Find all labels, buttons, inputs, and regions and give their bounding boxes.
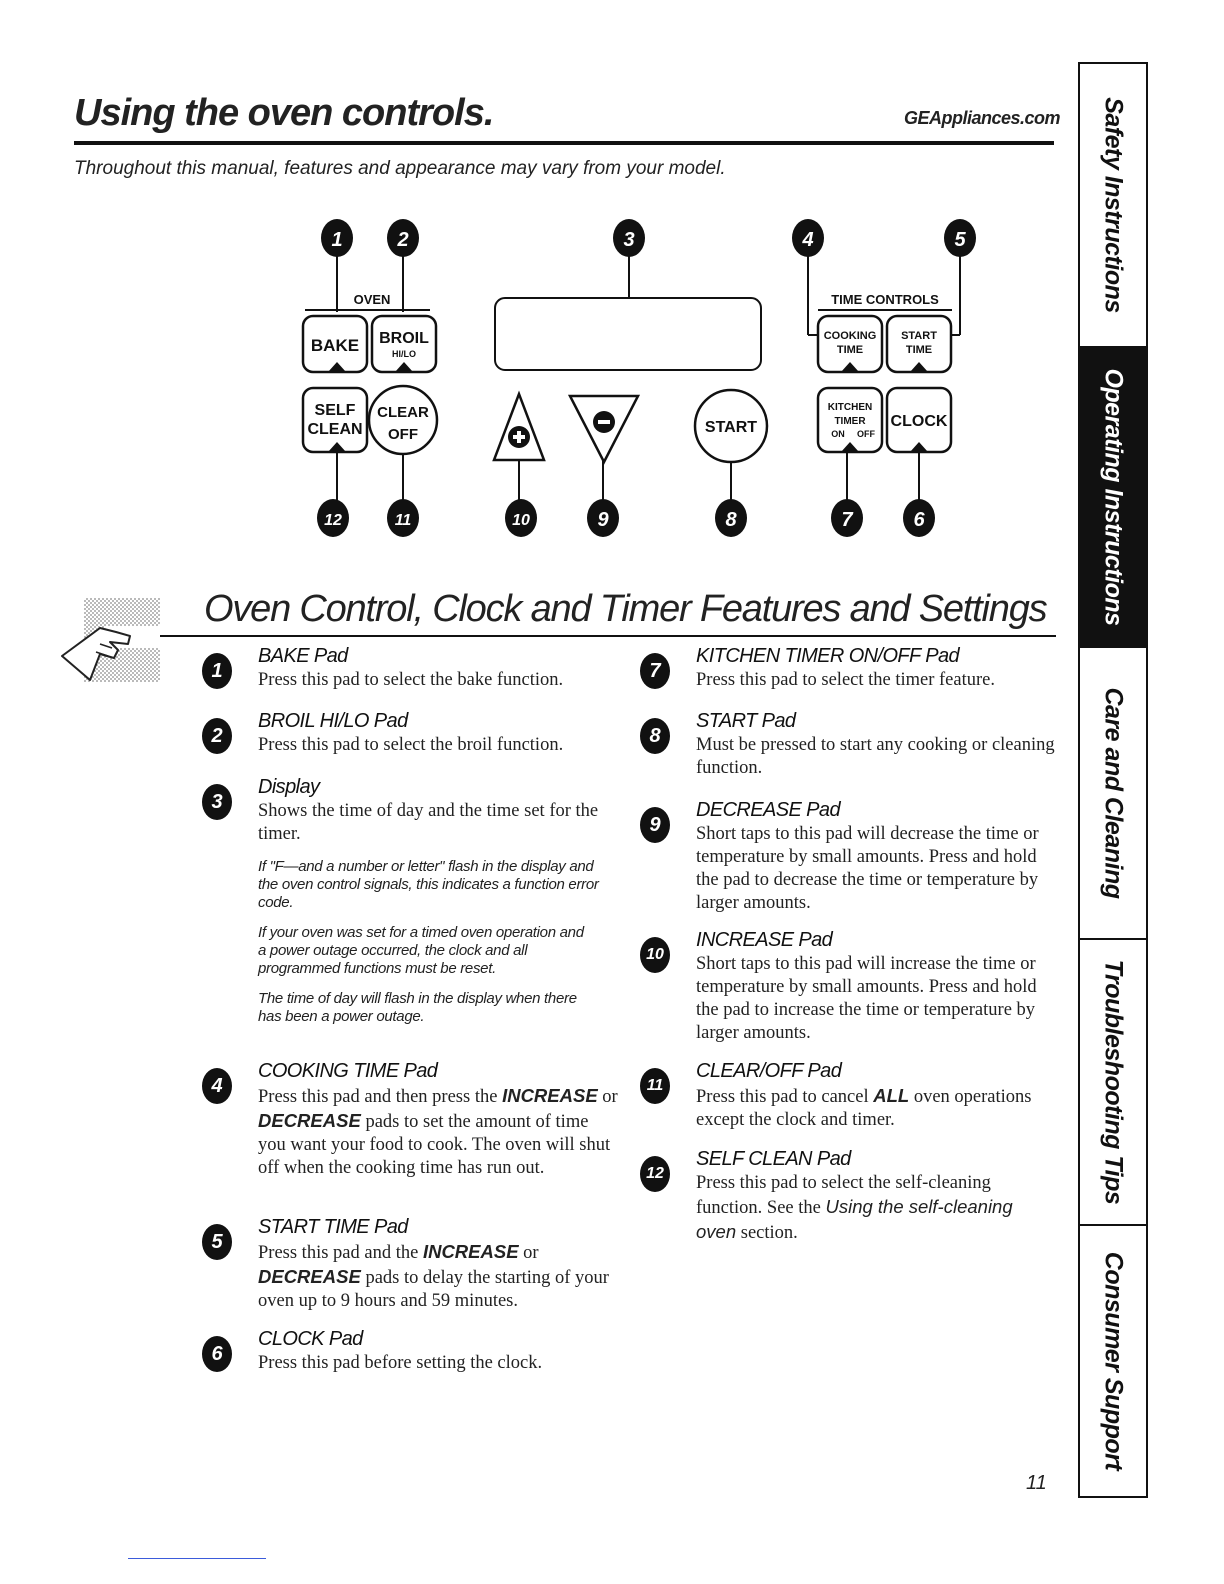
callout-2: 2 <box>397 229 409 251</box>
feature-badge: 1 <box>202 653 232 689</box>
callout-6: 6 <box>913 509 925 531</box>
feature-badge: 8 <box>640 718 670 754</box>
feature-title: COOKING TIME Pad <box>258 1060 438 1082</box>
feature-badge: 3 <box>202 784 232 820</box>
feature-start-time <box>211 1214 618 1313</box>
feature-body: Press this pad to select the timer feature. <box>696 670 995 690</box>
off-small-label: OFF <box>857 429 875 439</box>
control-panel-diagram <box>0 0 1070 560</box>
feature-body: Press this pad to select the bake function. <box>258 670 564 690</box>
feature-title: INCREASE Pad <box>696 929 833 951</box>
footer-line <box>128 1558 266 1559</box>
feature-body: Press this pad before setting the clock. <box>258 1353 543 1373</box>
feature-clear-off <box>646 1058 1056 1132</box>
timer-label: TIMER <box>834 416 866 427</box>
off-label: OFF <box>388 426 418 443</box>
feature-display <box>211 774 618 1026</box>
feature-title: BAKE Pad <box>258 645 348 667</box>
clear-label: CLEAR <box>377 404 429 421</box>
subtitle: Throughout this manual, features and appearance may vary from your model. <box>74 158 726 179</box>
feature-body: Press this pad and the INCREASE or DECREASE pads to delay the starting of your oven up to 9 hours and 59 minutes. <box>258 1241 609 1311</box>
callout-7: 7 <box>841 509 853 531</box>
feature-title: SELF CLEAN Pad <box>696 1148 851 1170</box>
feature-title: START Pad <box>696 710 796 732</box>
feature-note: If your oven was set for a timed oven operation and a power outage occurred, the clock and all programmed functions must be reset. <box>258 924 584 977</box>
clock-label: CLOCK <box>890 413 948 430</box>
display-window <box>495 298 761 370</box>
kitchen-label: KITCHEN <box>827 402 873 413</box>
callout-10: 10 <box>512 512 530 529</box>
callout-5: 5 <box>954 229 966 251</box>
broil-label: BROIL <box>379 330 429 347</box>
feature-badge: 6 <box>202 1336 232 1372</box>
feature-body: Must be pressed to start any cooking or cleaning function. <box>696 735 1055 778</box>
feature-title: BROIL HI/LO Pad <box>258 710 408 732</box>
feature-badge: 2 <box>202 718 232 754</box>
feature-badge: 7 <box>640 653 670 689</box>
section-rule <box>160 635 1056 637</box>
hand-pointer-icon <box>60 592 165 692</box>
self-cleaning-link[interactable]: Using the self-cleaning oven <box>696 1196 1013 1242</box>
cooking-time-label: TIME <box>836 344 864 356</box>
callout-8: 8 <box>725 509 737 531</box>
self-clean-pad <box>303 388 367 452</box>
tab-consumer-support[interactable]: Consumer Support <box>1099 1251 1128 1471</box>
tab-operating-instructions[interactable]: Operating Instructions <box>1080 348 1146 648</box>
cooking-label: COOKING <box>823 330 877 342</box>
feature-badge: 9 <box>640 807 670 843</box>
website-url[interactable]: GEAppliances.com <box>904 108 1061 128</box>
start-time-label: TIME <box>905 344 933 356</box>
time-controls-label: TIME CONTROLS <box>831 292 939 307</box>
feature-decrease <box>649 797 1056 915</box>
feature-broil <box>211 708 618 757</box>
callout-9: 9 <box>597 509 609 531</box>
feature-title: Display <box>258 776 320 798</box>
feature-body: Short taps to this pad will decrease the time or temperature by small amounts. Press and hold the pad to decrease the time or temperature by larger amounts. <box>696 824 1039 913</box>
self-label: SELF <box>314 402 356 419</box>
start-time-top-label: START <box>901 330 937 342</box>
feature-badge: 11 <box>640 1068 670 1104</box>
feature-badge: 4 <box>202 1068 232 1104</box>
callout-12: 12 <box>324 512 342 529</box>
feature-increase <box>646 927 1056 1045</box>
page-title: Using the oven controls. <box>74 92 494 134</box>
feature-body: Press this pad to select the broil function. <box>258 735 564 755</box>
feature-body: Press this pad and then press the INCREASE or DECREASE pads to set the amount of time you want your food to cook. The oven will shut off when the cooking time has run out. <box>258 1085 618 1178</box>
bake-label: BAKE <box>310 336 360 355</box>
callout-1: 1 <box>331 229 343 251</box>
oven-label: OVEN <box>353 292 391 307</box>
feature-body: Press this pad to select the self-cleaning function. See the Using the self-cleaning oven section. <box>696 1173 1013 1243</box>
feature-note: The time of day will flash in the display when there has been a power outage. <box>258 990 577 1025</box>
feature-title: CLEAR/OFF Pad <box>696 1060 842 1082</box>
feature-badge: 10 <box>640 937 670 973</box>
feature-title: KITCHEN TIMER ON/OFF Pad <box>696 645 960 667</box>
section-title: Oven Control, Clock and Timer Features and Settings <box>204 588 1047 630</box>
feature-kitchen-timer <box>649 643 1056 692</box>
feature-bake <box>211 643 618 692</box>
feature-title: CLOCK Pad <box>258 1328 363 1350</box>
feature-title: DECREASE Pad <box>696 799 840 821</box>
callout-3: 3 <box>623 229 635 251</box>
feature-badge: 12 <box>640 1156 670 1192</box>
callout-11: 11 <box>394 512 412 529</box>
feature-body: Short taps to this pad will increase the time or temperature by small amounts. Press and hold the pad to increase the time or temperature by larger amounts. <box>696 954 1037 1043</box>
broil-sub-label: HI/LO <box>392 349 416 359</box>
callout-4: 4 <box>802 229 814 251</box>
feature-badge: 5 <box>202 1224 232 1260</box>
on-label: ON <box>831 429 845 439</box>
feature-clock <box>211 1326 618 1375</box>
tab-care-and-cleaning[interactable]: Care and Cleaning <box>1080 648 1146 940</box>
page-number: 11 <box>1026 1472 1047 1494</box>
start-label: START <box>704 419 758 436</box>
clean-label: CLEAN <box>307 421 363 438</box>
feature-start <box>649 708 1056 780</box>
feature-body: Press this pad to cancel ALL oven operations except the clock and timer. <box>696 1085 1032 1130</box>
section-tabs <box>1078 62 1148 1498</box>
feature-title: START TIME Pad <box>258 1216 408 1238</box>
tab-safety-instructions[interactable]: Safety Instructions <box>1080 64 1146 348</box>
tab-troubleshooting-tips[interactable]: Troubleshooting Tips <box>1080 940 1146 1226</box>
feature-self-clean <box>646 1146 1056 1245</box>
feature-body: Shows the time of day and the time set for the timer. <box>258 801 599 844</box>
feature-cooking-time <box>211 1058 618 1180</box>
feature-note: If "F—and a number or letter" flash in the display and the oven control signals, this indicates a function error code. <box>258 858 599 911</box>
